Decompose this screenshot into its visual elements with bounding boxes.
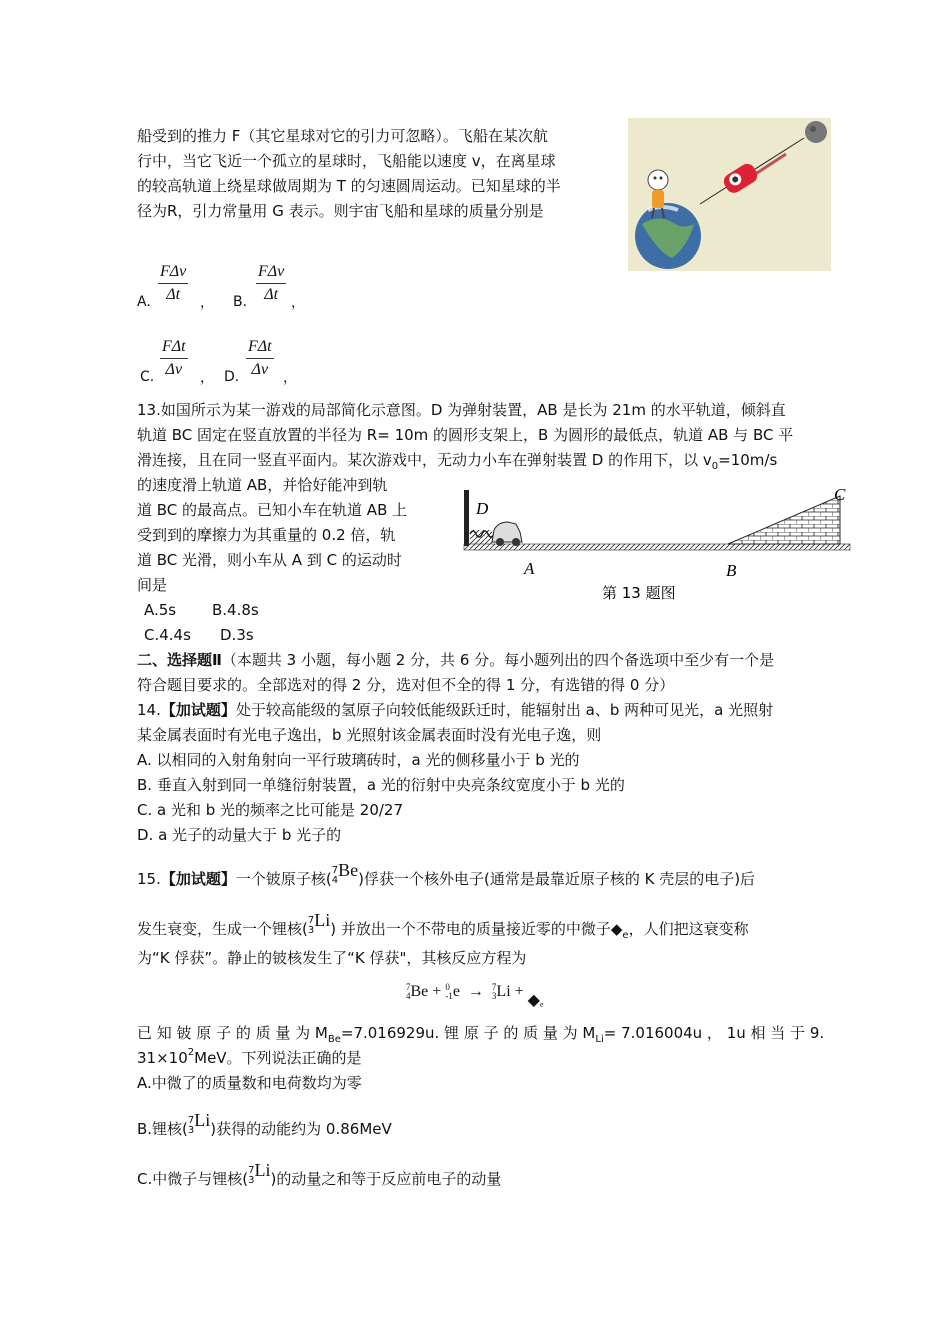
eq-e-mass: 0 xyxy=(445,982,450,992)
intro-line-4: 径为R，引力常量用 G 表示。则宇宙飞船和星球的质量分别是 xyxy=(137,202,544,220)
q15-option-b-li xyxy=(187,1110,211,1138)
q15-line-1b: )俘获一个核外电子(通常是最靠近原子核的 K 壳层的电子)后 xyxy=(358,870,756,888)
toy-car xyxy=(492,522,522,546)
q15-line-2a: 发生衰变，生成一个锂核( xyxy=(137,920,308,938)
section2-line-1-text: （本题共 3 小题，每小题 2 分，共 6 分。每小题列出的四个备选项中至少有一个是 xyxy=(221,651,775,669)
q14-line-2: 某金属表面时有光电子逸出，b 光照射该金属表面时没有光电子逸，则 xyxy=(137,726,602,744)
eq-plus-1: + xyxy=(432,983,442,1000)
q12-option-d-numerator: FΔt xyxy=(246,338,274,359)
q14-line-1-text: 处于较高能级的氢原子向较低能级跃迁时，能辐射出 a、b 两种可见光，a 光照射 xyxy=(235,701,774,719)
q12-option-d-sep: ， xyxy=(283,370,297,386)
q15-li-symbol: Li xyxy=(314,910,331,930)
q13-line-3-end: =10m/s xyxy=(718,451,778,469)
eq-li-z: 3 xyxy=(491,991,497,1001)
q12-option-c-sep: ， xyxy=(200,370,214,386)
launcher-base xyxy=(470,530,492,544)
q13-line-1: 13.如国所示为某一游戏的局部简化示意图。D 为弹射装置，AB 是长为 21m 的水平轨道，倾斜直 xyxy=(137,401,786,419)
q15-be-z: 4 xyxy=(331,874,339,886)
q15-option-c-li-z: 3 xyxy=(248,1174,255,1186)
q15-tag: 【加试题】 xyxy=(160,870,236,888)
q12-option-b-numerator: FΔv xyxy=(256,263,286,284)
q12-option-c-label: C. xyxy=(140,369,155,385)
q15-line-1a: 一个铍原子核( xyxy=(235,870,332,888)
eq-li: Li xyxy=(496,983,511,1000)
q14-option-a: A. 以相同的入射角射向一平行玻璃砖时，a 光的侧移量小于 b 光的 xyxy=(137,751,580,769)
q13-line-7: 道 BC 光滑，则小车从 A 到 C 的运动时 xyxy=(137,551,402,569)
q12-option-d-denominator: Δv xyxy=(251,361,269,378)
section2-line-2: 符合题目要求的。全部选对的得 2 分，选对但不全的得 1 分，有选错的得 0 分） xyxy=(137,676,675,694)
q15-option-b-b: )获得的动能约为 0.86MeV xyxy=(210,1120,392,1138)
q15-line-3: 为“K 俘获”。静止的铍核发生了“K 俘获"，其核反应方程为 xyxy=(137,949,527,967)
label-a: A xyxy=(524,559,535,578)
q15-be-nuclide xyxy=(331,860,359,888)
q12-option-a-numerator: FΔv xyxy=(158,263,188,284)
q13-line-6: 受到到的摩擦力为其重量的 0.2 倍，轨 xyxy=(137,526,396,544)
q15-option-c-li-symbol: Li xyxy=(254,1160,271,1180)
q13-option-d: D.3s xyxy=(220,626,254,644)
q14-option-c: C. a 光和 b 光的频率之比可能是 20/27 xyxy=(137,801,404,819)
q14-prefix: 14. xyxy=(137,701,161,719)
eq-be-mass: 7 xyxy=(406,982,411,992)
q15-line-5-sup: 2 xyxy=(187,1047,195,1058)
q12-option-b-label: B. xyxy=(233,294,248,310)
q12-option-b-denominator: Δt xyxy=(264,286,279,303)
eq-e: e xyxy=(452,983,460,1000)
q13-line-4: 的速度滑上轨道 AB，并恰好能冲到轨 xyxy=(137,476,388,494)
q15-line-4-sub2: Li xyxy=(595,1034,604,1045)
q12-option-b-fraction xyxy=(256,263,286,304)
label-c: C xyxy=(834,485,846,504)
eq-neutrino-sub: e xyxy=(539,999,544,1009)
q15-option-c-a: C.中微子与锂核( xyxy=(137,1170,249,1188)
eq-arrow: → xyxy=(467,983,484,1000)
q15-line-4-sub1: Be xyxy=(327,1034,341,1045)
eq-e-z: -1 xyxy=(445,991,453,1001)
q12-option-a-fraction xyxy=(158,263,188,304)
q15-line-2 xyxy=(137,910,749,942)
q15-option-c-li xyxy=(248,1160,271,1188)
q13-line-3-text: 滑连接，且在同一竖直平面内。某次游戏中，无动力小车在弹射装置 D 的作用下，以 v xyxy=(137,451,712,469)
eq-be: Be xyxy=(410,983,429,1000)
q14-line-1 xyxy=(137,700,773,720)
label-d: D xyxy=(476,499,489,518)
figure-caption: 第 13 题图 xyxy=(602,584,676,602)
q15-line-2-sub: e xyxy=(622,930,629,941)
q15-option-c-li-mass: 7 xyxy=(248,1164,255,1176)
q13-option-a: A.5s xyxy=(144,601,177,619)
q12-option-d-label: D. xyxy=(224,369,240,385)
q12-option-a-denominator: Δt xyxy=(166,286,181,303)
q15-option-b-li-symbol: Li xyxy=(194,1110,211,1130)
spaceship-planet-illustration xyxy=(628,118,831,271)
q15-option-b-li-mass: 7 xyxy=(187,1114,195,1126)
q14-option-b: B. 垂直入射到同一单缝衍射装置，a 光的衍射中央亮条纹宽度小于 b 光的 xyxy=(137,776,625,794)
q12-option-a-label: A. xyxy=(137,294,151,310)
q13-line-5: 道 BC 的最高点。已知小车在轨道 AB 上 xyxy=(137,501,408,519)
q15-line-1 xyxy=(137,860,756,890)
intro-line-2: 行中，当它飞近一个孤立的星球时，飞船能以速度 v，在离星球 xyxy=(137,152,556,170)
q12-option-c-numerator: FΔt xyxy=(160,338,188,359)
q13-line-3-sub: 0 xyxy=(711,461,719,472)
q15-prefix: 15. xyxy=(137,870,161,888)
q12-option-c-fraction xyxy=(160,338,188,379)
q15-li-mass: 7 xyxy=(307,914,315,926)
q12-option-c-denominator: Δv xyxy=(165,361,183,378)
q15-be-symbol: Be xyxy=(338,860,359,880)
q13-option-c: C.4.4s xyxy=(144,626,191,644)
q15-line-5 xyxy=(137,1048,362,1071)
q14-tag: 【加试题】 xyxy=(160,701,236,719)
intro-line-3: 的较高轨道上绕星球做周期为 T 的匀速圆周运动。已知星球的半 xyxy=(137,177,561,195)
intro-line-1: 船受到的推力 F（其它星球对它的引力可忽略）。飞船在某次航 xyxy=(137,127,548,145)
q15-li-nuclide xyxy=(307,910,331,938)
q15-reaction-equation xyxy=(406,982,544,1009)
q15-option-a: A.中微了的质量数和电荷数均为零 xyxy=(137,1074,362,1092)
q12-option-b-sep: ， xyxy=(291,295,305,311)
q15-option-b-a: B.锂核( xyxy=(137,1120,188,1138)
q13-track-figure xyxy=(460,484,855,609)
q15-line-4c: = 7.016004u ， 1u 相 当 于 9. xyxy=(603,1024,825,1042)
launcher-wall xyxy=(464,490,469,546)
q15-line-2b: ) 并放出一个不带电的质量接近零的中微子◆ xyxy=(330,920,623,938)
q12-option-a-sep: ， xyxy=(200,295,214,311)
label-b: B xyxy=(726,561,737,580)
q15-line-2c: ，人们把这衰变称 xyxy=(628,920,749,938)
q13-line-3 xyxy=(137,450,777,473)
q15-line-4b: =7.016929u. 锂 原 子 的 质 量 为 M xyxy=(340,1024,596,1042)
eq-neutrino: ◆ xyxy=(527,992,540,1009)
section2-line-1 xyxy=(137,650,774,670)
q15-line-5b: MeV。下列说法正确的是 xyxy=(194,1049,362,1067)
section2-title: 二、选择题Ⅱ xyxy=(137,651,222,669)
ground-ab xyxy=(464,544,850,550)
q15-li-z: 3 xyxy=(307,924,315,936)
q15-line-4 xyxy=(137,1023,824,1046)
q12-option-d-fraction xyxy=(246,338,274,379)
incline-bc xyxy=(728,496,840,544)
q15-option-b-li-z: 3 xyxy=(187,1124,195,1136)
q15-line-5a: 31×10 xyxy=(137,1049,188,1067)
q15-option-c xyxy=(137,1160,502,1190)
q15-be-mass: 7 xyxy=(331,864,339,876)
q15-option-c-b: )的动量之和等于反应前电子的动量 xyxy=(270,1170,502,1188)
q15-option-b xyxy=(137,1110,392,1140)
eq-plus-2: + xyxy=(514,983,524,1000)
q13-option-b: B.4.8s xyxy=(212,601,259,619)
eq-be-z: 4 xyxy=(406,991,411,1001)
q13-line-8: 间是 xyxy=(137,576,168,594)
q15-line-4a: 已 知 铍 原 子 的 质 量 为 M xyxy=(137,1024,328,1042)
q14-option-d: D. a 光子的动量大于 b 光子的 xyxy=(137,826,342,844)
eq-li-mass: 7 xyxy=(491,982,497,992)
q13-line-2: 轨道 BC 固定在竖直放置的半径为 R= 10m 的圆形支架上，B 为圆形的最低点，轨道 AB 与 BC 平 xyxy=(137,426,794,444)
